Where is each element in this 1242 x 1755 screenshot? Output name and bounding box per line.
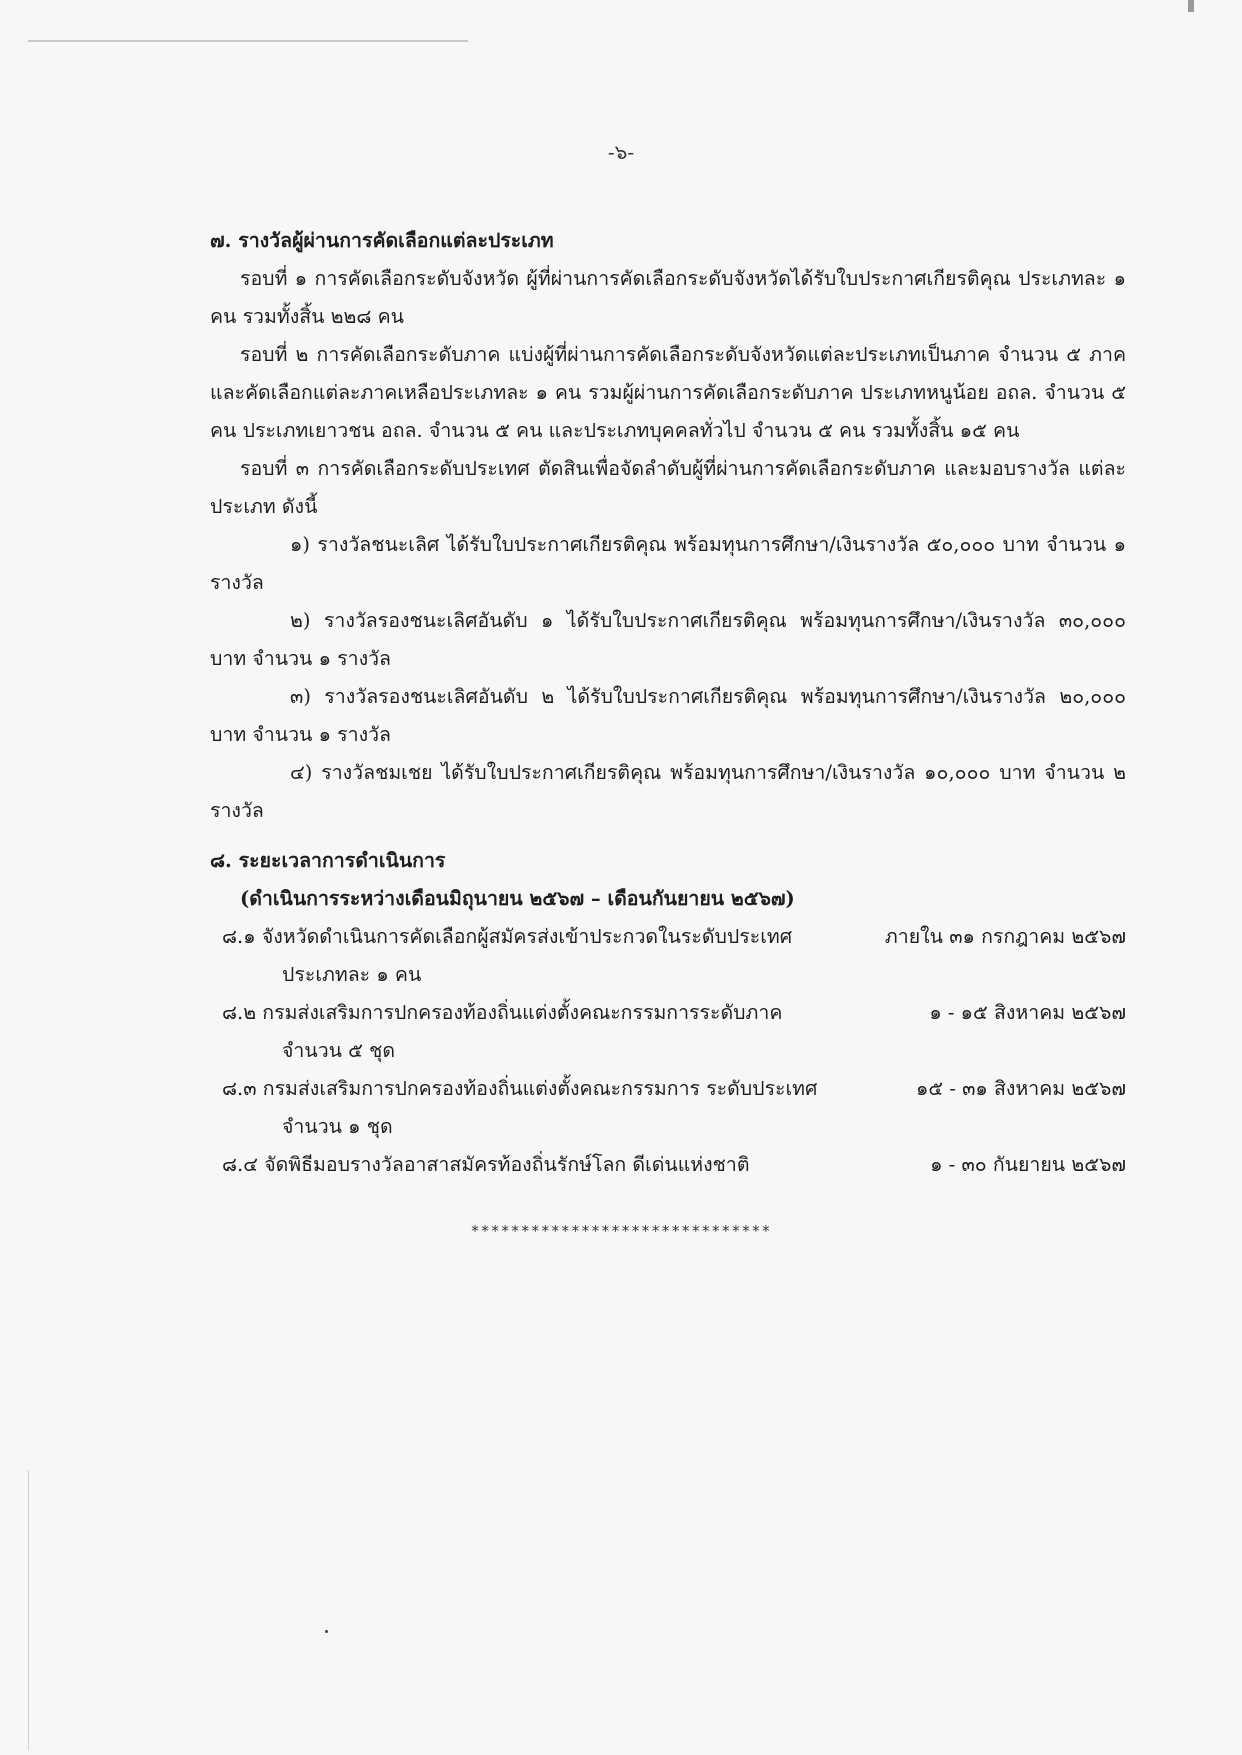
schedule-item-desc: ๘.๒ กรมส่งเสริมการปกครองท้องถิ่นแต่งตั้งคณะกรรมการระดับภาค bbox=[222, 1001, 783, 1024]
award-1: ๑) รางวัลชนะเลิศ ได้รับใบประกาศเกียรติคุณ พร้อมทุนการศึกษา/เงินรางวัล ๕๐,๐๐๐ บาท จำนวน ๑ รางวัล bbox=[210, 533, 1126, 594]
award-4: ๔) รางวัลชมเชย ได้รับใบประกาศเกียรติคุณ พร้อมทุนการศึกษา/เงินรางวัล ๑๐,๐๐๐ บาท จำนวน ๒ รางวัล bbox=[210, 761, 1126, 822]
schedule-item-3 bbox=[210, 1070, 1126, 1108]
schedule-period: (ดำเนินการระหว่างเดือนมิถุนายน ๒๕๖๗ – เดือนกันยายน ๒๕๖๗) bbox=[240, 887, 795, 910]
schedule-item-date: ภายใน ๓๑ กรกฎาคม ๒๕๖๗ bbox=[884, 925, 1126, 948]
document-body bbox=[210, 222, 1126, 1184]
schedule-item-date: ๑ - ๑๕ สิงหาคม ๒๕๖๗ bbox=[929, 1001, 1126, 1024]
schedule-item-date: ๑ - ๓๐ กันยายน ๒๕๖๗ bbox=[930, 1153, 1126, 1176]
schedule-item-4 bbox=[210, 1146, 1126, 1184]
schedule-item-1 bbox=[210, 918, 1126, 956]
schedule-item-date: ๑๕ - ๓๑ สิงหาคม ๒๕๖๗ bbox=[915, 1077, 1126, 1100]
section-8-heading: ๘. ระยะเวลาการดำเนินการ bbox=[210, 849, 446, 872]
schedule-item-desc: ๘.๔ จัดพิธีมอบรางวัลอาสาสมัครท้องถิ่นรักษ์โลก ดีเด่นแห่งชาติ bbox=[222, 1153, 750, 1176]
section-7-heading: ๗. รางวัลผู้ผ่านการคัดเลือกแต่ละประเภท bbox=[210, 229, 554, 252]
schedule-item-cont: จำนวน ๑ ชุด bbox=[282, 1115, 393, 1138]
award-2: ๒) รางวัลรองชนะเลิศอันดับ ๑ ได้รับใบประกาศเกียรติคุณ พร้อมทุนการศึกษา/เงินรางวัล ๓๐,๐๐๐ บาท จำนวน ๑ รางวัล bbox=[210, 609, 1126, 670]
schedule-item-2 bbox=[210, 994, 1126, 1032]
scan-artifact-mark bbox=[1188, 0, 1194, 12]
scan-speck bbox=[325, 1630, 328, 1633]
schedule-item-desc: ๘.๓ กรมส่งเสริมการปกครองท้องถิ่นแต่งตั้งคณะกรรมการ ระดับประเทศ bbox=[222, 1077, 818, 1100]
page-number: -๖- bbox=[607, 140, 635, 164]
end-separator: ****************************** bbox=[470, 1222, 772, 1240]
scan-artifact-line bbox=[28, 40, 468, 42]
round-1-paragraph: รอบที่ ๑ การคัดเลือกระดับจังหวัด ผู้ที่ผ่านการคัดเลือกระดับจังหวัดได้รับใบประกาศเกียรติคุณ ประเภทละ ๑ คน รวมทั้งสิ้น ๒๒๘ คน bbox=[210, 267, 1126, 328]
round-3-paragraph: รอบที่ ๓ การคัดเลือกระดับประเทศ ตัดสินเพื่อจัดลำดับผู้ที่ผ่านการคัดเลือกระดับภาค และมอบรางวัล แต่ละประเภท ดังนี้ bbox=[210, 457, 1126, 518]
scan-artifact-edge bbox=[28, 1470, 29, 1750]
schedule-item-cont: ประเภทละ ๑ คน bbox=[282, 963, 422, 986]
schedule-item-cont: จำนวน ๕ ชุด bbox=[282, 1039, 396, 1062]
round-2-paragraph: รอบที่ ๒ การคัดเลือกระดับภาค แบ่งผู้ที่ผ่านการคัดเลือกระดับจังหวัดแต่ละประเภทเป็นภาค จำนวน ๕ ภาค และคัดเลือกแต่ละภาคเหลือประเภทละ ๑ คน รวมผู้ผ่านการคัดเลือกระดับภาค ประเภทหนูน้อย อถล. จำนวน ๕ คน ประเภทเยาวชน อถล. จำนวน ๕ คน และประเภทบุคคลทั่วไป จำนวน ๕ คน รวมทั้งสิ้น ๑๕ คน bbox=[210, 343, 1126, 442]
schedule-item-desc: ๘.๑ จังหวัดดำเนินการคัดเลือกผู้สมัครส่งเข้าประกวดในระดับประเทศ bbox=[222, 925, 793, 948]
award-3: ๓) รางวัลรองชนะเลิศอันดับ ๒ ได้รับใบประกาศเกียรติคุณ พร้อมทุนการศึกษา/เงินรางวัล ๒๐,๐๐๐ บาท จำนวน ๑ รางวัล bbox=[210, 685, 1126, 746]
